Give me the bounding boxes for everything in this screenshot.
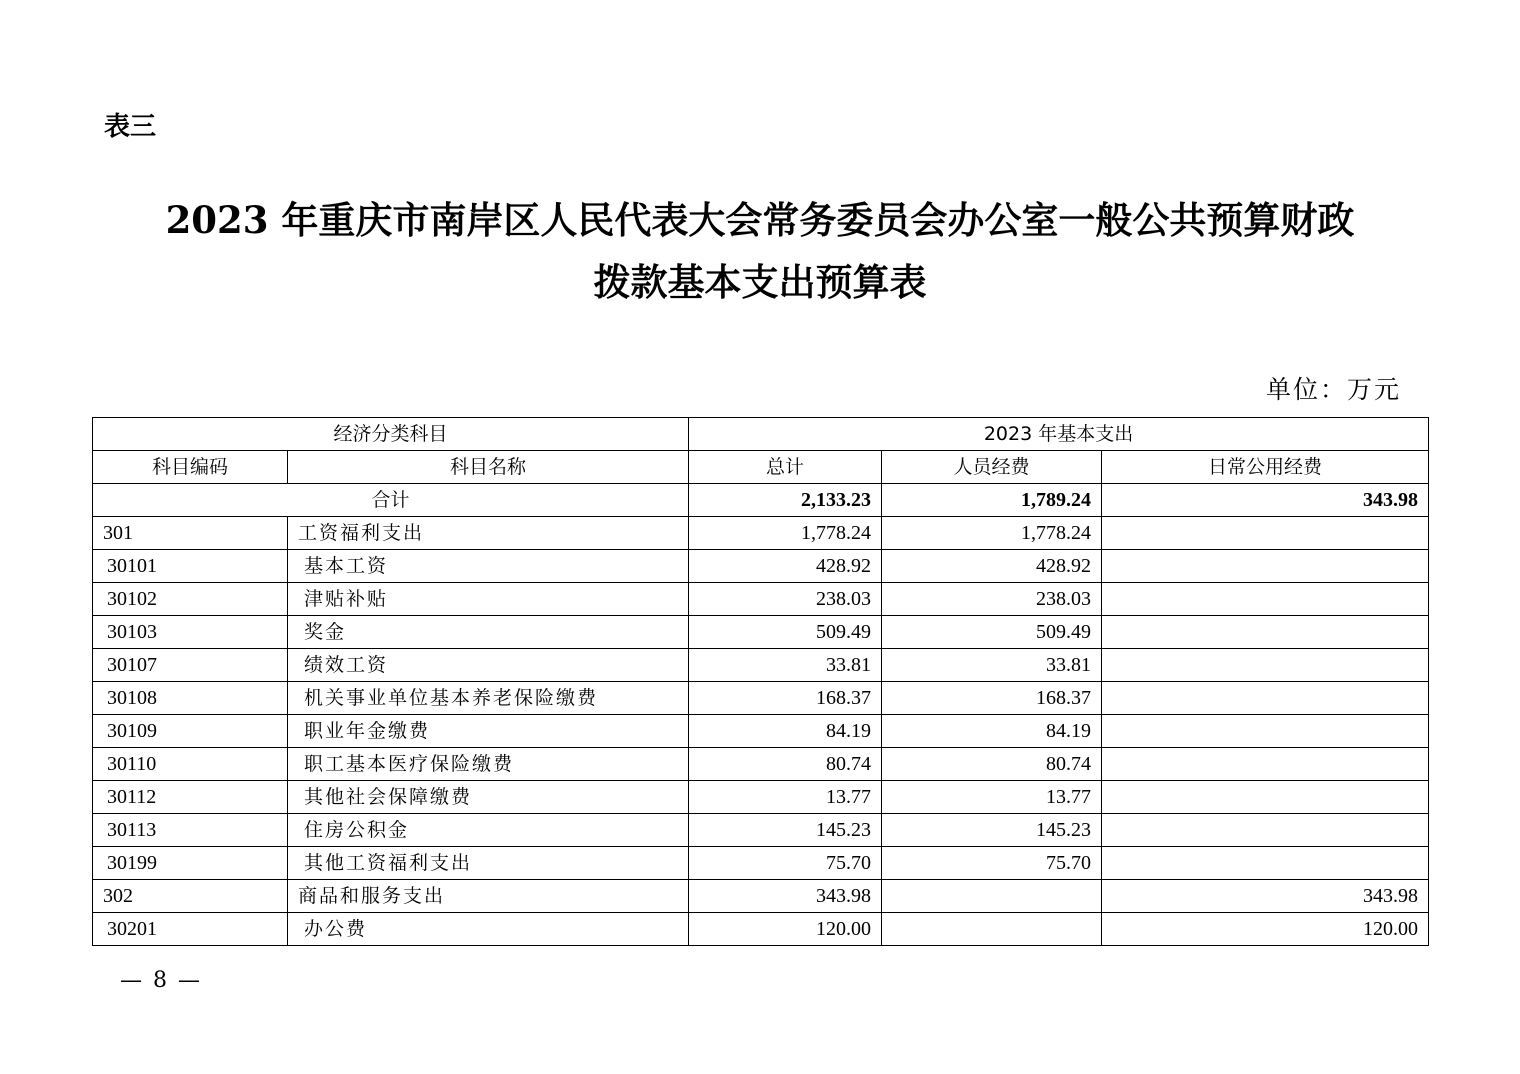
row-public [1102,847,1429,880]
row-personnel: 75.70 [882,847,1102,880]
row-total: 509.49 [689,616,882,649]
row-total: 428.92 [689,550,882,583]
row-name: 基本工资 [288,550,689,583]
header-group-row [93,418,1429,451]
budget-table [92,417,1429,946]
row-personnel [882,913,1102,946]
row-total: 145.23 [689,814,882,847]
row-name: 办公费 [288,913,689,946]
table-row [93,517,1429,550]
total-label: 合计 [93,484,689,517]
row-total: 33.81 [689,649,882,682]
row-name: 奖金 [288,616,689,649]
row-code: 30101 [93,550,288,583]
row-total: 120.00 [689,913,882,946]
row-total: 343.98 [689,880,882,913]
row-name: 商品和服务支出 [288,880,689,913]
row-public [1102,715,1429,748]
row-code: 30103 [93,616,288,649]
row-public [1102,583,1429,616]
table-row [93,781,1429,814]
row-code: 302 [93,880,288,913]
row-name: 工资福利支出 [288,517,689,550]
row-total: 168.37 [689,682,882,715]
table-row [93,847,1429,880]
row-code: 30110 [93,748,288,781]
table-row [93,550,1429,583]
header-code: 科目编码 [93,451,288,484]
header-basic-expenditure: 2023 年基本支出 [689,418,1429,451]
row-personnel: 33.81 [882,649,1102,682]
total-row [93,484,1429,517]
page-title-line1: 2023 年重庆市南岸区人民代表大会常务委员会办公室一般公共预算财政 [165,198,1355,242]
row-personnel: 238.03 [882,583,1102,616]
row-personnel: 428.92 [882,550,1102,583]
row-name: 绩效工资 [288,649,689,682]
header-personnel: 人员经费 [882,451,1102,484]
row-name: 其他社会保障缴费 [288,781,689,814]
total-personnel: 1,789.24 [882,484,1102,517]
row-personnel: 509.49 [882,616,1102,649]
row-code: 30113 [93,814,288,847]
row-personnel: 13.77 [882,781,1102,814]
row-personnel [882,880,1102,913]
table-row [93,583,1429,616]
table-row [93,748,1429,781]
table-row [93,715,1429,748]
row-name: 住房公积金 [288,814,689,847]
unit-label: 单位：万元 [1266,375,1402,404]
table-label: 表三 [104,112,157,142]
table-row [93,880,1429,913]
row-code: 301 [93,517,288,550]
total-total: 2,133.23 [689,484,882,517]
row-code: 30112 [93,781,288,814]
row-total: 75.70 [689,847,882,880]
header-total: 总计 [689,451,882,484]
row-personnel: 1,778.24 [882,517,1102,550]
row-total: 84.19 [689,715,882,748]
row-code: 30102 [93,583,288,616]
row-public [1102,649,1429,682]
table-row [93,682,1429,715]
row-code: 30107 [93,649,288,682]
row-public: 120.00 [1102,913,1429,946]
row-personnel: 145.23 [882,814,1102,847]
row-public [1102,517,1429,550]
table-row [93,616,1429,649]
header-economic-category: 经济分类科目 [93,418,689,451]
row-code: 30201 [93,913,288,946]
header-column-row [93,451,1429,484]
row-total: 13.77 [689,781,882,814]
row-name: 职工基本医疗保险缴费 [288,748,689,781]
header-public: 日常公用经费 [1102,451,1429,484]
row-code: 30199 [93,847,288,880]
row-personnel: 80.74 [882,748,1102,781]
row-name: 职业年金缴费 [288,715,689,748]
row-code: 30109 [93,715,288,748]
row-personnel: 168.37 [882,682,1102,715]
row-public [1102,781,1429,814]
row-name: 津贴补贴 [288,583,689,616]
row-public [1102,814,1429,847]
page-title-line2: 拨款基本支出预算表 [593,260,927,304]
row-total: 238.03 [689,583,882,616]
row-total: 80.74 [689,748,882,781]
table-row [93,649,1429,682]
header-name: 科目名称 [288,451,689,484]
row-public [1102,616,1429,649]
row-code: 30108 [93,682,288,715]
page-number: — 8 — [120,968,202,993]
row-public [1102,748,1429,781]
row-public [1102,682,1429,715]
row-personnel: 84.19 [882,715,1102,748]
table-row [93,814,1429,847]
row-public [1102,550,1429,583]
row-public: 343.98 [1102,880,1429,913]
total-public: 343.98 [1102,484,1429,517]
table-row [93,913,1429,946]
row-name: 其他工资福利支出 [288,847,689,880]
row-name: 机关事业单位基本养老保险缴费 [288,682,689,715]
row-total: 1,778.24 [689,517,882,550]
